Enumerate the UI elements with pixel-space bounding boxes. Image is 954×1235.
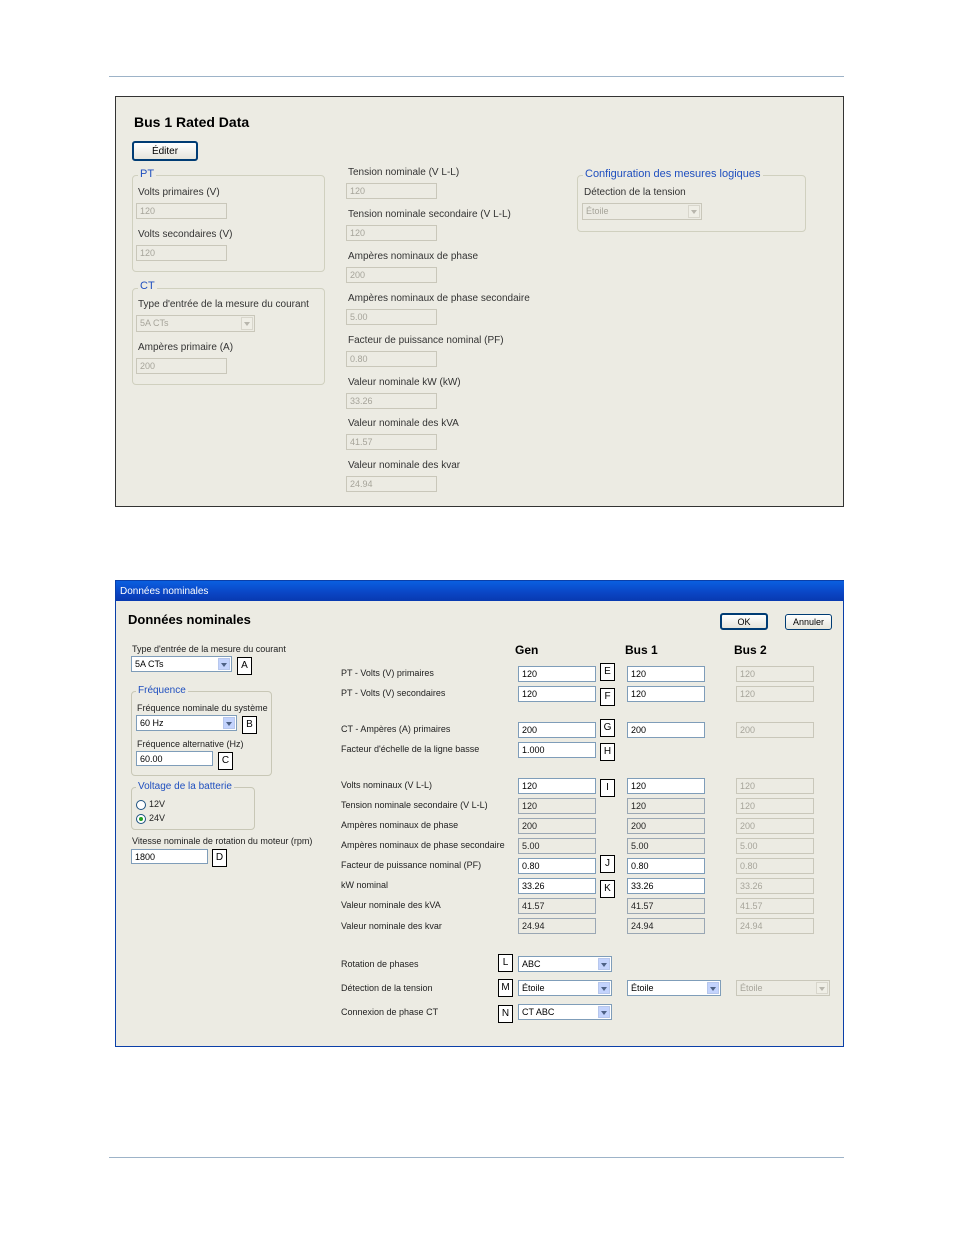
pt-primary-volts-label: Volts primaires (V) — [138, 187, 220, 198]
row-label: Volts nominaux (V L-L) — [341, 780, 433, 790]
alt-frequency-label: Fréquence alternative (Hz) — [137, 739, 244, 749]
marker-g: G — [600, 719, 615, 737]
rpm-field[interactable]: 1800 — [131, 849, 208, 864]
ct-connection-select[interactable] — [518, 1004, 612, 1020]
frequency-group-title: Fréquence — [138, 685, 186, 696]
bus1-voltage-detection-select[interactable] — [627, 980, 721, 996]
row-label: Facteur de puissance nominal (PF) — [341, 860, 482, 870]
chevron-down-icon — [241, 317, 253, 330]
bus1-field[interactable]: 33.26 — [627, 878, 705, 894]
dialog-window-title: Données nominales — [120, 586, 209, 597]
alt-frequency-field[interactable]: 60.00 — [136, 751, 213, 766]
bus2-field: 5.00 — [736, 838, 814, 854]
bus1-field[interactable]: 120 — [627, 778, 705, 794]
ct-type-label: Type d'entrée de la mesure du courant — [132, 644, 286, 654]
row-label: Valeur nominale des kvar — [341, 921, 442, 931]
pt-primary-volts-field[interactable]: 120 — [136, 203, 227, 219]
gen-field: 24.94 — [518, 918, 596, 934]
rated-field-value[interactable]: 120 — [346, 225, 437, 241]
rated-field-value[interactable]: 120 — [346, 183, 437, 199]
bus2-field[interactable]: 120 — [736, 686, 814, 702]
row-label: CT - Ampères (A) primaires — [341, 724, 451, 734]
bus2-field: 24.94 — [736, 918, 814, 934]
ct-primary-amps-field[interactable]: 200 — [136, 358, 227, 374]
ct-group-title: CT — [140, 280, 155, 292]
bus2-voltage-detection-value: Étoile — [740, 983, 763, 993]
phase-rotation-select[interactable] — [518, 956, 612, 972]
voltage-detection-row-label: Détection de la tension — [341, 983, 433, 993]
phase-rotation-label: Rotation de phases — [341, 959, 419, 969]
marker-h: H — [600, 743, 615, 761]
bus1-field[interactable]: 120 — [627, 666, 705, 682]
bus2-field: 41.57 — [736, 898, 814, 914]
voltage-detection-select[interactable] — [582, 203, 702, 220]
rated-field-label: Valeur nominale des kVA — [348, 418, 459, 429]
voltage-detection-label: Détection de la tension — [584, 187, 686, 198]
bus2-field[interactable]: 120 — [736, 778, 814, 794]
rated-field-label: Tension nominale secondaire (V L-L) — [348, 209, 511, 220]
row-label: PT - Volts (V) secondaires — [341, 688, 446, 698]
voltage-detection-value: Étoile — [586, 206, 609, 216]
pt-secondary-volts-field[interactable]: 120 — [136, 245, 227, 261]
gen-field[interactable]: 33.26 — [518, 878, 596, 894]
rated-field-label: Valeur nominale des kvar — [348, 460, 461, 471]
gen-voltage-detection-select[interactable] — [518, 980, 612, 996]
gen-field: 41.57 — [518, 898, 596, 914]
dialog-titlebar[interactable] — [116, 581, 844, 601]
rated-field-label: Tension nominale (V L-L) — [348, 167, 460, 178]
ct-connection-label: Connexion de phase CT — [341, 1007, 439, 1017]
nominal-frequency-value: 60 Hz — [140, 718, 164, 728]
edit-button[interactable]: Éditer — [132, 141, 198, 161]
chevron-down-icon — [598, 1006, 610, 1018]
gen-field[interactable]: 0.80 — [518, 858, 596, 874]
gen-field[interactable]: 120 — [518, 686, 596, 702]
marker-f: F — [600, 688, 615, 706]
column-header-bus2: Bus 2 — [734, 643, 767, 657]
rated-field-label: Ampères nominaux de phase secondaire — [348, 293, 530, 304]
row-label: Tension nominale secondaire (V L-L) — [341, 800, 488, 810]
battery-group-title: Voltage de la batterie — [138, 781, 232, 792]
battery-12v-radio[interactable] — [136, 800, 146, 810]
marker-l: L — [498, 954, 513, 972]
rated-field-value[interactable]: 200 — [346, 267, 437, 283]
rated-field-value[interactable]: 33.26 — [346, 393, 437, 409]
rated-field-value[interactable]: 0.80 — [346, 351, 437, 367]
ct-input-type-label: Type d'entrée de la mesure du courant — [138, 299, 309, 310]
chevron-down-icon — [688, 205, 700, 218]
bus2-field[interactable]: 120 — [736, 666, 814, 682]
rated-field-label: Facteur de puissance nominal (PF) — [348, 335, 504, 346]
battery-24v-radio[interactable] — [136, 814, 146, 824]
bus1-field: 120 — [627, 798, 705, 814]
phase-rotation-value: ABC — [522, 959, 541, 969]
chevron-down-icon — [223, 717, 235, 729]
panel-title: Bus 1 Rated Data — [134, 114, 250, 130]
gen-field: 5.00 — [518, 838, 596, 854]
battery-12v-label: 12V — [149, 799, 166, 809]
bus1-field[interactable]: 200 — [627, 722, 705, 738]
row-label: Ampères nominaux de phase — [341, 820, 459, 830]
chevron-down-icon — [218, 658, 230, 670]
marker-n: N — [498, 1005, 513, 1023]
marker-c: C — [218, 752, 233, 770]
ct-input-type-value: 5A CTs — [140, 318, 169, 328]
logic-config-title: Configuration des mesures logiques — [585, 168, 761, 180]
gen-field[interactable]: 120 — [518, 666, 596, 682]
bus1-field: 200 — [627, 818, 705, 834]
rated-field-value[interactable]: 5.00 — [346, 309, 437, 325]
marker-a: A — [237, 657, 252, 675]
marker-j: J — [600, 855, 615, 873]
rated-field-label: Ampères nominaux de phase — [348, 251, 479, 262]
column-header-gen: Gen — [515, 643, 539, 657]
ct-input-type-select[interactable] — [136, 315, 255, 332]
rated-field-value[interactable]: 24.94 — [346, 476, 437, 492]
header-rule — [109, 76, 844, 77]
dialog-heading: Données nominales — [128, 612, 251, 627]
bus1-voltage-detection-value: Étoile — [631, 983, 654, 993]
bus2-field: 120 — [736, 798, 814, 814]
gen-field[interactable]: 1.000 — [518, 742, 596, 758]
gen-field[interactable]: 200 — [518, 722, 596, 738]
row-label: Valeur nominale des kVA — [341, 900, 441, 910]
bus1-field: 41.57 — [627, 898, 705, 914]
marker-d: D — [212, 849, 227, 867]
footer-rule — [109, 1157, 844, 1158]
bus2-voltage-detection-select[interactable] — [736, 980, 830, 996]
row-label: kW nominal — [341, 880, 389, 890]
row-label: Ampères nominaux de phase secondaire — [341, 840, 505, 850]
chevron-down-icon — [598, 958, 610, 970]
marker-e: E — [600, 663, 615, 681]
ct-type-select[interactable] — [131, 656, 232, 672]
rated-field-value[interactable]: 41.57 — [346, 434, 437, 450]
column-header-bus1: Bus 1 — [625, 643, 658, 657]
gen-field: 200 — [518, 818, 596, 834]
marker-k: K — [600, 880, 615, 898]
marker-m: M — [498, 979, 513, 997]
bus1-field[interactable]: 0.80 — [627, 858, 705, 874]
bus1-rated-data-panel — [115, 96, 844, 507]
cancel-button[interactable]: Annuler — [785, 614, 832, 630]
battery-24v-label: 24V — [149, 813, 166, 823]
pt-secondary-volts-label: Volts secondaires (V) — [138, 229, 233, 240]
gen-field: 120 — [518, 798, 596, 814]
ct-type-value: 5A CTs — [135, 659, 164, 669]
gen-voltage-detection-value: Étoile — [522, 983, 545, 993]
bus1-field: 5.00 — [627, 838, 705, 854]
nominal-frequency-label: Fréquence nominale du système — [137, 703, 268, 713]
bus2-field[interactable]: 0.80 — [736, 858, 814, 874]
nominal-frequency-select[interactable] — [136, 715, 237, 731]
row-label: Facteur d'échelle de la ligne basse — [341, 744, 480, 754]
ct-primary-amps-label: Ampères primaire (A) — [138, 342, 234, 353]
bus2-field[interactable]: 33.26 — [736, 878, 814, 894]
bus2-field[interactable]: 200 — [736, 722, 814, 738]
chevron-down-icon — [707, 982, 719, 994]
chevron-down-icon — [598, 982, 610, 994]
ct-connection-value: CT ABC — [522, 1007, 555, 1017]
rated-field-label: Valeur nominale kW (kW) — [348, 377, 461, 388]
ok-button[interactable]: OK — [720, 613, 768, 630]
gen-field[interactable]: 120 — [518, 778, 596, 794]
bus2-field: 200 — [736, 818, 814, 834]
bus1-field[interactable]: 120 — [627, 686, 705, 702]
marker-i: I — [600, 779, 615, 797]
marker-b: B — [242, 716, 257, 734]
rpm-label: Vitesse nominale de rotation du moteur (rpm) — [132, 836, 313, 846]
pt-group-title: PT — [140, 168, 155, 180]
chevron-down-icon — [816, 982, 828, 994]
bus1-field: 24.94 — [627, 918, 705, 934]
row-label: PT - Volts (V) primaires — [341, 668, 434, 678]
